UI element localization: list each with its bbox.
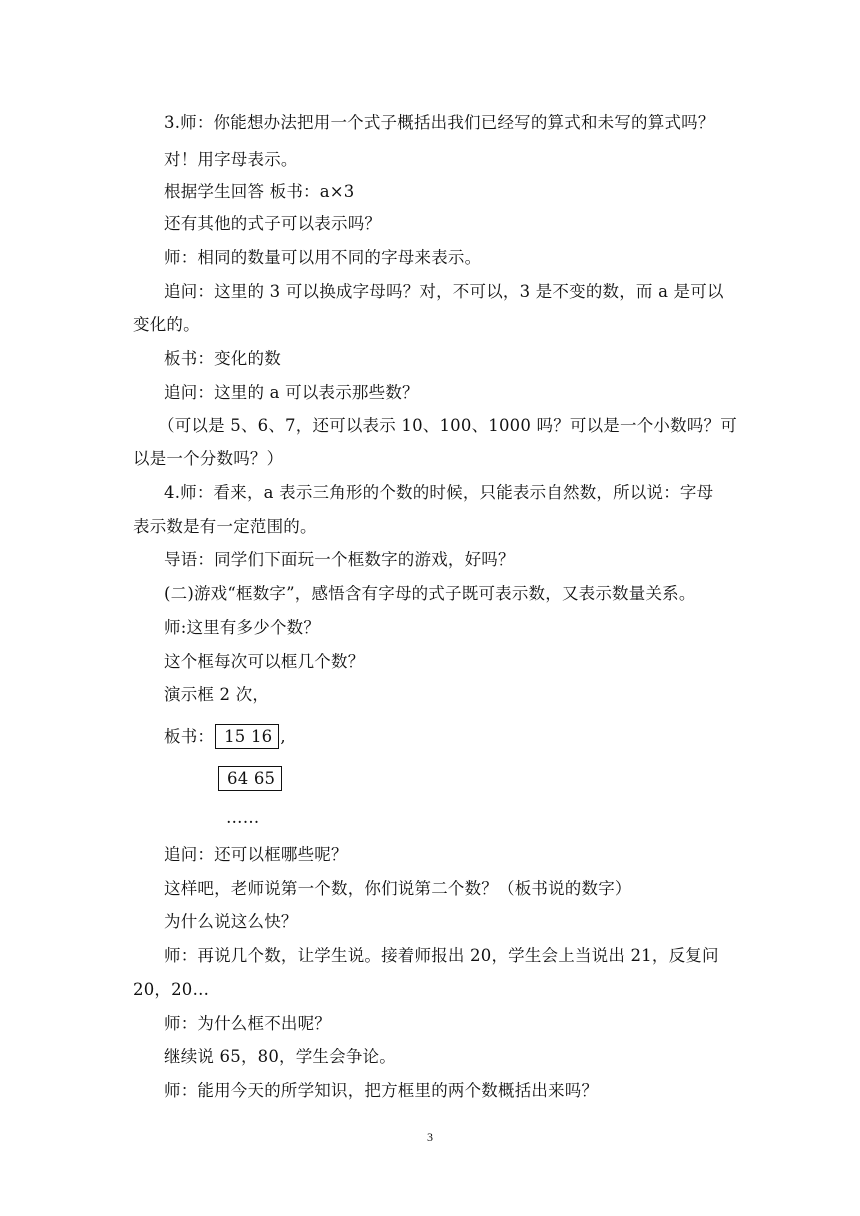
paragraph-line: 师：相同的数量可以用不同的字母来表示。 xyxy=(164,248,482,267)
paragraph-line: 继续说 65，80，学生会争论。 xyxy=(164,1047,396,1066)
paragraph-line: 以是一个分数吗？） xyxy=(133,449,284,468)
paragraph-line: 师:这里有多少个数？ xyxy=(164,618,321,637)
paragraph-line: 20，20… xyxy=(133,980,210,999)
paragraph-line: 4.师：看来，a 表示三角形的个数的时候，只能表示自然数，所以说：字母 xyxy=(164,483,714,502)
paragraph-line: 师：再说几个数，让学生说。接着师报出 20，学生会上当说出 21，反复问 xyxy=(164,946,719,965)
paragraph-line: 追问：还可以框哪些呢？ xyxy=(164,845,348,864)
paragraph-line: 对！用字母表示。 xyxy=(164,150,298,169)
paragraph-line: 表示数是有一定范围的。 xyxy=(133,517,317,536)
paragraph-line: 追问：这里的 3 可以换成字母吗？对，不可以，3 是不变的数，而 a 是可以 xyxy=(164,282,724,301)
paragraph-line: 板书：变化的数 xyxy=(164,349,281,368)
paragraph-line: 为什么说这么快？ xyxy=(164,912,298,931)
paragraph-line: 变化的。 xyxy=(133,315,200,334)
paragraph-line: 还有其他的式子可以表示吗？ xyxy=(164,214,382,233)
board-label: 板书： xyxy=(164,727,215,746)
page-number: 3 xyxy=(427,1130,433,1144)
paragraph-line: (二)游戏“框数字”，感悟含有字母的式子既可表示数，又表示数量关系。 xyxy=(164,584,696,603)
paragraph-line: 导语：同学们下面玩一个框数字的游戏，好吗？ xyxy=(164,550,515,569)
number-frame: 15 16 xyxy=(215,724,279,749)
paragraph-line: 这个框每次可以框几个数？ xyxy=(164,652,365,671)
paragraph-line: 根据学生回答 板书：a×3 xyxy=(164,182,355,201)
paragraph-line: 追问：这里的 a 可以表示那些数？ xyxy=(164,383,419,402)
number-frame: 64 65 xyxy=(218,766,282,791)
board-ellipsis: …… xyxy=(226,808,260,827)
paragraph-line: 演示框 2 次， xyxy=(164,685,270,704)
board-row-1 xyxy=(164,724,286,749)
paragraph-line: 3.师：你能想办法把用一个式子概括出我们已经写的算式和未写的算式吗？ xyxy=(164,113,715,132)
paragraph-line: 这样吧，老师说第一个数，你们说第二个数？（板书说的数字） xyxy=(164,879,632,898)
paragraph-line: （可以是 5、6、7，还可以表示 10、100、1000 吗？可以是一个小数吗？可 xyxy=(158,416,737,435)
paragraph-line: 师：为什么框不出呢？ xyxy=(164,1014,331,1033)
board-comma: , xyxy=(280,727,286,746)
board-row-2 xyxy=(217,766,283,791)
paragraph-line: 师：能用今天的所学知识，把方框里的两个数概括出来吗？ xyxy=(164,1081,599,1100)
